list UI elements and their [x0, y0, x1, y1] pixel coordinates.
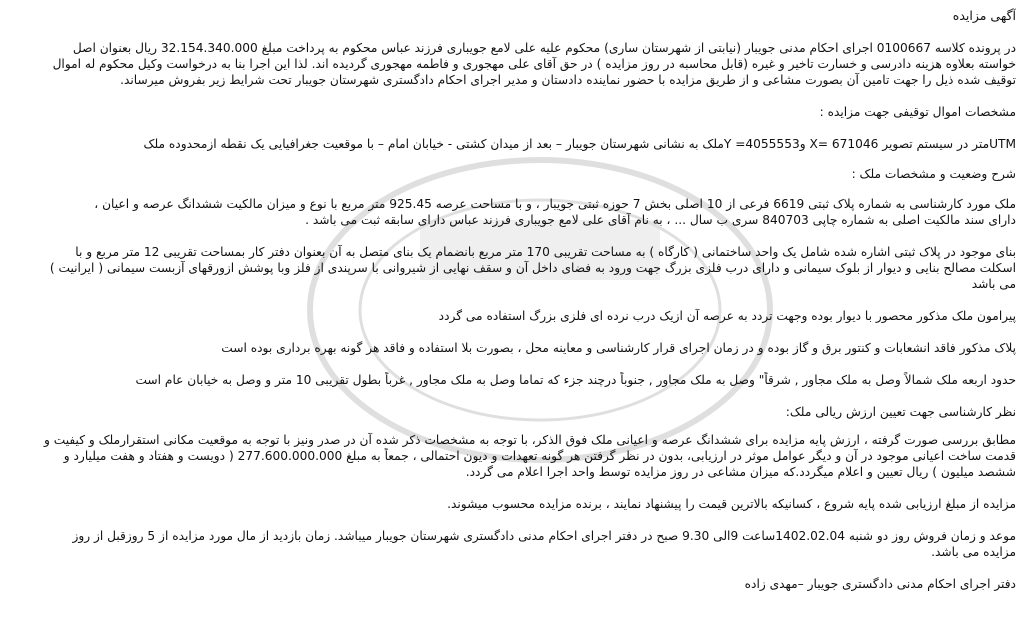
paragraph-line: قدمت ساخت اعیانی موجود در آن و دیگر عوامل موثر در ارزیابی، بدون در نظر گرفتن هر گونه تعهدات و دیون احتمالی ، جمعاً به مبلغ 277.600.000.000 ( دویست و هفتاد و هفت میلیارد و	[63, 449, 1016, 463]
paragraph-line: بنای موجود در پلاک ثبتی اشاره شده شامل یک واحد ساختمانی ( کارگاه ) به مساحت تقریبی 170 متر مربع بانضمام یک بنای متصل به آن بعنوان دفتر کار بمساحت تقریبی 12 متر مربع و با	[75, 245, 1016, 259]
paragraph-line: در پرونده کلاسه 0100667 اجرای احکام مدنی جویبار (نیابتی از شهرستان ساری) محکوم علیه علی لامع جویباری فرزند عباس محکوم به پرداخت مبلغ 32.154.340.000 ریال بعنوان اصل	[72, 41, 1016, 55]
paragraph-line: خواسته بعلاوه هزینه دادرسی و خسارت تاخیر و غیره (قابل محاسبه در روز مزایده ) در حق آقای علی مهجوری و فاطمه مهجوری گردیده اند. لذا این اجرا بنا به درخواست وکیل محکوم له اموال	[52, 57, 1016, 71]
paragraph-line: مطابق بررسی صورت گرفته ، ارزش پایه مزایده برای ششدانگ عرصه و اعیانی ملک فوق الذکر، با توجه به مشخصات ذکر شده آن در صدر ونیز با توجه به موقعیت مکانی استقرارملک و کیفیت و	[43, 433, 1016, 447]
paragraph-line: موعد و زمان فروش روز دو شنبه 1402.02.04ساعت 9الی 9.30 صبح در دفتر اجرای احکام مدنی دادگستری شهرستان جویبار میباشد. زمان بازدید از مال مورد مزایده از 5 روزقبل از روز	[72, 529, 1016, 543]
paragraph-line: پیرامون ملک مذکور محصور با دیوار بوده وجهت تردد به عرصه آن ازیک درب نرده ای فلزی بزرگ استفاده می گردد	[438, 309, 1016, 323]
signature-line: دفتر اجرای احکام مدنی دادگستری جویبار –مهدی زاده	[744, 577, 1016, 591]
paragraph-line: حدود اربعه ملک شمالاً وصل به ملک مجاور , شرقاً" وصل به ملک مجاور , جنوباً درچند جزء که تماما وصل به ملک مجاور , غرباً بطول تقریبی 10 متر و وصل به خیابان عام است	[135, 373, 1016, 387]
notice-title: آگهی مزایده	[952, 8, 1016, 23]
paragraph-line: ششصد میلیون ) ریال تعیین و اعلام میگردد.که میزان مشاعی در روز مزایده توسط واحد اجرا اعلام می گردد.	[465, 465, 1016, 479]
section-heading: نظر کارشناسی جهت تعیین ارزش ریالی ملک:	[785, 405, 1016, 419]
paragraph-line: می باشد	[971, 277, 1016, 291]
paragraph-line: مزایده از مبلغ ارزیابی شده پایه شروع ، کسانیکه بالاترین قیمت را پیشنهاد نمایند ، برنده مزایده محسوب میشوند.	[447, 497, 1016, 511]
paragraph-line: دارای سند مالکیت اصلی به شماره چاپی 840703 سری ب سال ... ، به نام آقای علی لامع جویباری فرزند عباس دارای سابقه ثبت می باشد .	[305, 213, 1016, 227]
paragraph-line: ملک مورد کارشناسی به شماره پلاک ثبتی 6619 فرعی از 10 اصلی بخش 7 حوزه ثبتی جویبار ، و با مساحت عرصه 925.45 متر مربع با نوع و میزان مالکیت ششدانگ عرصه و اعیان ،	[94, 197, 1016, 211]
section-heading: مشخصات اموال توقیفی جهت مزایده :	[819, 105, 1016, 119]
paragraph-line: مزایده می باشد.	[931, 545, 1016, 559]
section-heading: شرح وضعیت و مشخصات ملک :	[851, 167, 1016, 181]
paragraph-line: UTMمتر در سیستم تصویر X= 671046 وY =4055553ملک به نشانی شهرستان جویبار – بعد از میدان کشتی - خیابان امام – با موقعیت جغرافیایی یک نقطه ازمحدوده ملک	[143, 137, 1016, 151]
paragraph-line: توقیف شده ذیل را جهت تامین آن بصورت مشاعی و از طریق مزایده با حضور نماینده دادستان و مدیر اجرای احکام دادگستری شهرستان جویبار تحت شرایط زیر بفروش میرساند.	[120, 73, 1016, 87]
paragraph-line: پلاک مذکور فاقد انشعابات و کنتور برق و گاز بوده و در زمان اجرای قرار کارشناسی و معاینه محل ، بصورت بلا استفاده و فاقد هر گونه بهره برداری بوده است	[221, 341, 1016, 355]
paragraph-line: اسکلت مصالح بنایی و دیوار از بلوک سیمانی و دارای درب فلزی بزرگ جهت ورود به فضای داخل آن و سقف نهایی از شیروانی با سرپندی از فلز وبا پوشش ازورقهای آزبست سیمانی ( ایرانیت )	[49, 261, 1016, 275]
